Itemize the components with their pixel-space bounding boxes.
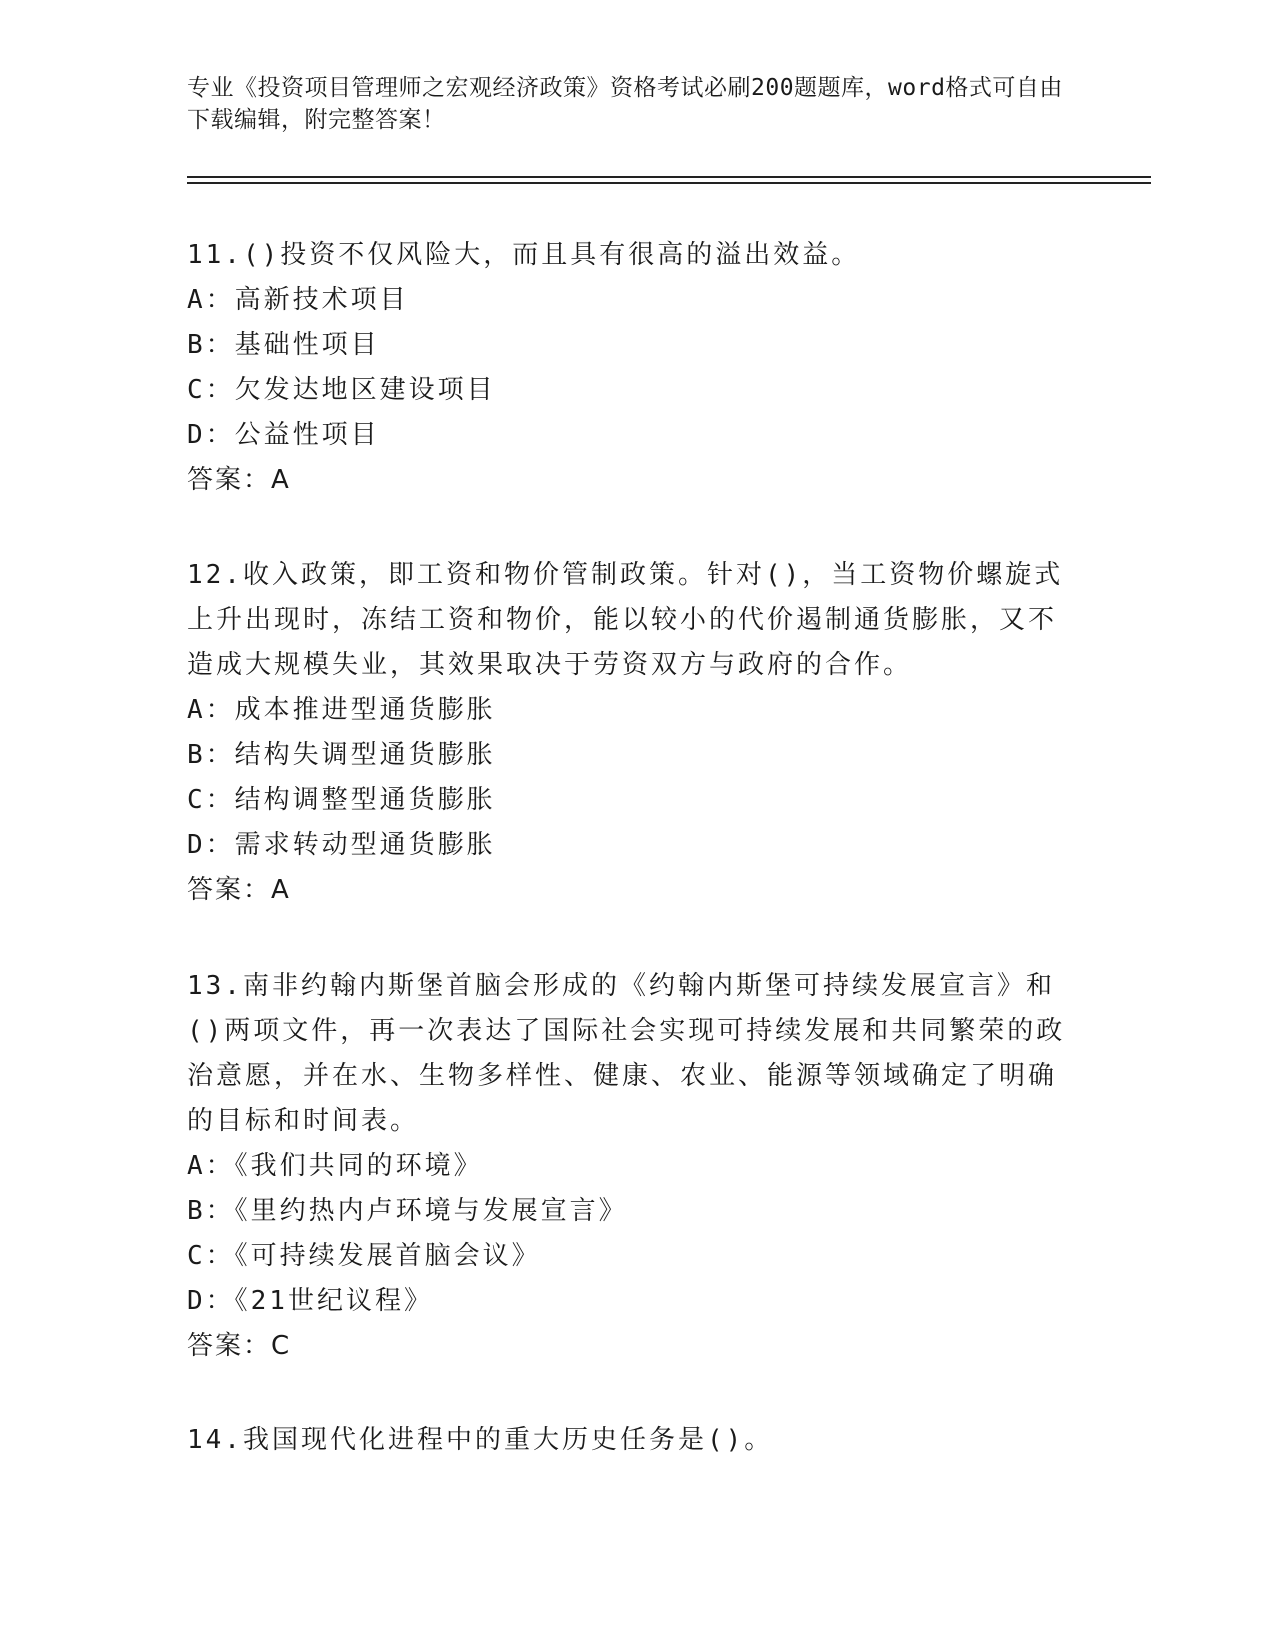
question-12: [187, 553, 1077, 913]
option-c: C：欠发达地区建设项目: [187, 375, 496, 405]
question-11: [187, 233, 1077, 503]
question-stem: 13.南非约翰内斯堡首脑会形成的《约翰内斯堡可持续发展宣言》和()两项文件，再一次表达了国际社会实现可持续发展和共同繁荣的政治意愿，并在水、生物多样性、健康、农业、能源等领域确定了明确的目标和时间表。: [187, 971, 1066, 1136]
question-stem: 14.我国现代化进程中的重大历史任务是()。: [187, 1425, 774, 1455]
question-13: [187, 964, 1077, 1369]
option-c: C：结构调整型通货膨胀: [187, 785, 496, 815]
question-stem: 12.收入政策，即工资和物价管制政策。针对()，当工资物价螺旋式上升出现时，冻结工资和物价，能以较小的代价遏制通货膨胀，又不造成大规模失业，其效果取决于劳资双方与政府的合作。: [187, 560, 1064, 680]
option-c: C：《可持续发展首脑会议》: [187, 1241, 541, 1271]
answer: 答案：C: [187, 1331, 292, 1361]
option-a: A：《我们共同的环境》: [187, 1151, 483, 1181]
option-b: B：基础性项目: [187, 330, 380, 360]
option-b: B：结构失调型通货膨胀: [187, 740, 496, 770]
header-divider-top: [187, 176, 1151, 178]
option-d: D：公益性项目: [187, 420, 380, 450]
option-a: A：成本推进型通货膨胀: [187, 695, 496, 725]
header-title: 专业《投资项目管理师之宏观经济政策》资格考试必刷200题题库，word格式可自由下载编辑，附完整答案！: [187, 75, 1063, 133]
question-14: [187, 1418, 1077, 1463]
option-a: A：高新技术项目: [187, 285, 409, 315]
header-divider-bottom: [187, 182, 1151, 184]
document-header: [187, 72, 1067, 136]
option-d: D：需求转动型通货膨胀: [187, 830, 496, 860]
answer: 答案：A: [187, 465, 291, 495]
question-stem: 11.()投资不仅风险大，而且具有很高的溢出效益。: [187, 240, 861, 270]
option-d: D：《21世纪议程》: [187, 1286, 433, 1316]
option-b: B：《里约热内卢环境与发展宣言》: [187, 1196, 628, 1226]
answer: 答案：A: [187, 875, 291, 905]
